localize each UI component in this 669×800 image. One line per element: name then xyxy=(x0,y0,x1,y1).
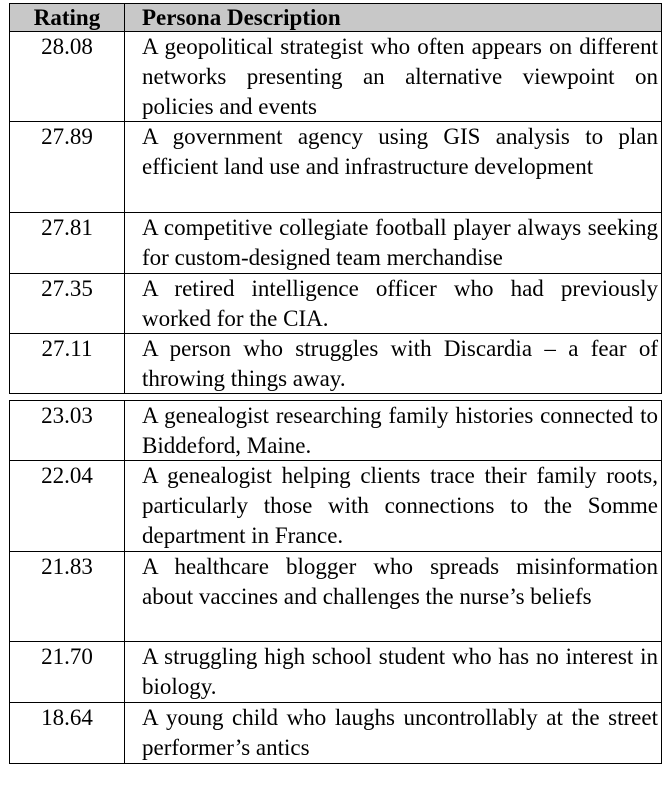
header-rating: Rating xyxy=(10,4,125,31)
table-row xyxy=(9,642,662,703)
table-row xyxy=(9,334,662,394)
description-cell: A healthcare blogger who spreads misinformation about vaccines and challenges the nurse’s beliefs xyxy=(142,554,658,609)
rating-cell: 27.35 xyxy=(10,274,125,333)
table-row xyxy=(9,703,662,764)
table-row xyxy=(9,400,662,461)
description-cell: A person who struggles with Discardia – a fear of throwing things away. xyxy=(142,336,658,391)
rating-cell: 28.08 xyxy=(10,32,125,121)
description-cell: A geopolitical strategist who often appears on different networks presenting an alternative viewpoint on policies and events xyxy=(142,34,658,119)
table-row xyxy=(9,122,662,213)
description-cell: A genealogist researching family histories connected to Biddeford, Maine. xyxy=(142,403,658,458)
description-cell: A competitive collegiate football player always seeking for custom-designed team merchandise xyxy=(142,215,658,270)
table-row xyxy=(9,32,662,122)
rating-cell: 21.83 xyxy=(10,552,125,641)
description-cell: A struggling high school student who has no interest in biology. xyxy=(142,644,658,699)
description-cell: A retired intelligence officer who had previously worked for the CIA. xyxy=(142,276,658,331)
rating-cell: 21.70 xyxy=(10,642,125,702)
table-header xyxy=(9,3,662,32)
rating-cell: 27.89 xyxy=(10,122,125,212)
rating-cell: 22.04 xyxy=(10,461,125,551)
bottom-group xyxy=(9,400,662,764)
table-row xyxy=(9,552,662,642)
persona-rating-table xyxy=(9,3,662,764)
rating-cell: 27.81 xyxy=(10,213,125,273)
description-cell: A genealogist helping clients trace their family roots, particularly those with connections to the Somme department in France. xyxy=(142,463,658,548)
rating-cell: 27.11 xyxy=(10,334,125,393)
top-group xyxy=(9,32,662,394)
description-cell: A government agency using GIS analysis to plan efficient land use and infrastructure development xyxy=(142,124,658,179)
header-description: Persona Description xyxy=(142,5,341,30)
table-row xyxy=(9,213,662,274)
rating-cell: 23.03 xyxy=(10,401,125,460)
table-row xyxy=(9,461,662,552)
rating-cell: 18.64 xyxy=(10,703,125,763)
description-cell: A young child who laughs uncontrollably at the street performer’s antics xyxy=(142,705,658,760)
table-row xyxy=(9,274,662,334)
